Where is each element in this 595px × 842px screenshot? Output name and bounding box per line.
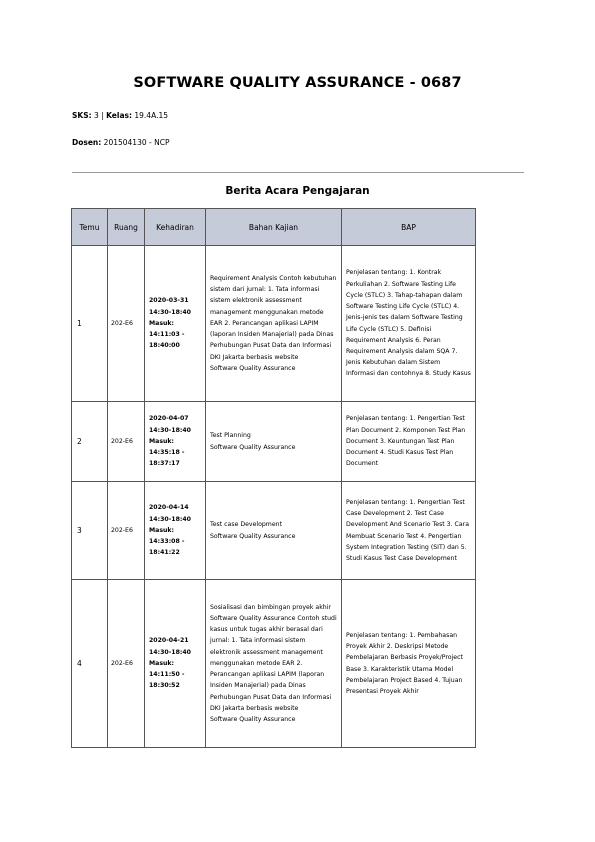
attendance-label: Masuk: [149,319,175,327]
course-name: Software Quality Assurance [210,364,296,372]
attendance-schedule: 14:30-18:40 [149,515,191,523]
ruang-cell: 202-E6 [108,246,145,402]
attendance-out: 18:40:00 [149,342,180,350]
kehadiran-cell [145,580,206,748]
attendance-date: 2020-04-07 [149,415,189,423]
separator: | [101,111,104,120]
dosen-label: Dosen: [72,138,102,147]
attendance-in: 14:35:18 - [149,449,185,457]
attendance-out: 18:30:52 [149,682,180,690]
attendance-label: Masuk: [149,526,175,534]
bahan-kajian-cell [206,246,342,402]
attendance-in: 14:11:50 - [149,671,185,679]
ruang-cell: 202-E6 [108,580,145,748]
kehadiran-cell [145,246,206,402]
attendance-in: 14:11:03 - [149,331,185,339]
attendance-date: 2020-04-14 [149,504,189,512]
course-name: Software Quality Assurance [210,715,296,723]
attendance-schedule: 14:30-18:40 [149,648,191,656]
attendance-out: 18:37:17 [149,460,180,468]
bap-cell: Penjelasan tentang: 1. Pengertian Test Plan Document 2. Komponen Test Plan Document 3. Keuntungan Test Plan Document 4. Studi Kasus Test Plan Document [342,402,476,482]
kelas-value: 19.4A.15 [134,111,169,120]
column-header-kehadiran: Kehadiran [145,209,206,246]
table-header-row [72,209,476,246]
attendance-label: Masuk: [149,659,175,667]
attendance-schedule: 14:30-18:40 [149,308,191,316]
course-name: Software Quality Assurance [210,532,296,540]
kehadiran-cell [145,402,206,482]
column-header-temu: Temu [72,209,108,246]
bahan-kajian-cell [206,402,342,482]
column-header-bap: BAP [342,209,476,246]
temu-cell: 4 [72,580,108,748]
course-info-line [72,111,168,120]
column-header-bahan-kajian: Bahan Kajian [206,209,342,246]
divider [72,172,524,173]
table-row [72,580,476,748]
bap-cell: Penjelasan tentang: 1. Pengertian Test Case Development 2. Test Case Development And Scenario Test 3. Cara Membuat Scenario Test 4. Pengertian System Integration Testing (SIT) dan 5. Studi Kasus Test Case Development [342,482,476,580]
bahan-kajian-text: Requirement Analysis Contoh kebutuhan sistem dari jurnal: 1. Tata informasi sistem elektronik assessment management menggunakan metode EAR 2. Perancangan aplikasi LAPIM (laporan Insiden Manajerial) pada Dinas Perhubungan Pusat Data dan Informasi DKI Jakarta berbasis website [210,275,337,361]
bap-cell: Penjelasan tentang: 1. Pembahasan Proyek Akhir 2. Deskripsi Metode Pembelajaran Berbasis Proyek/Project Base 3. Karakteristik Utama Model Pembelajaran Project Based 4. Tujuan Presentasi Proyek Akhir [342,580,476,748]
temu-cell: 1 [72,246,108,402]
course-name: Software Quality Assurance [210,443,296,451]
attendance-label: Masuk: [149,437,175,445]
temu-cell: 3 [72,482,108,580]
section-title: Berita Acara Pengajaran [225,185,370,197]
temu-cell: 2 [72,402,108,482]
sks-label: SKS: [72,111,92,120]
ruang-cell: 202-E6 [108,482,145,580]
ruang-cell: 202-E6 [108,402,145,482]
table-row [72,246,476,402]
bahan-kajian-text: Test case Development [210,521,282,529]
table-row [72,402,476,482]
lecturer-line [72,138,169,147]
attendance-date: 2020-03-31 [149,297,189,305]
attendance-schedule: 14:30-18:40 [149,426,191,434]
bap-cell: Penjelasan tentang: 1. Kontrak Perkuliahan 2. Software Testing Life Cycle (STLC) 3. Tahap-tahapan dalam Software Testing Life Cycle (STLC) 4. Jenis-jenis tes dalam Software Testing Life Cycle (STLC) 5. Definisi Requirement Analysis 6. Peran Requirement Analysis dalam SQA 7. Jenis Kebutuhan dalam Sistem Informasi dan contohnya 8. Study Kasus [342,246,476,402]
attendance-in: 14:33:08 - [149,538,185,546]
bahan-kajian-cell [206,580,342,748]
bahan-kajian-text: Sosialisasi dan bimbingan proyek akhir Software Quality Assurance Contoh studi kasus untuk tugas akhir berasal dari jurnal: 1. Tata informasi sistem elektronik assessment management menggunakan metode EAR 2. Perancangan aplikasi LAPIM (laporan Insiden Manajerial) pada Dinas Perhubungan Pusat Data dan Informasi DKI Jakarta berbasis website [210,603,337,712]
kehadiran-cell [145,482,206,580]
teaching-record-table [71,208,476,748]
table-row [72,482,476,580]
dosen-value: 201504130 - NCP [103,138,170,147]
kelas-label: Kelas: [106,111,132,120]
page-title: SOFTWARE QUALITY ASSURANCE - 0687 [133,75,462,91]
sks-value: 3 [94,111,99,120]
bahan-kajian-text: Test Planning [210,432,251,440]
column-header-ruang: Ruang [108,209,145,246]
bahan-kajian-cell [206,482,342,580]
attendance-out: 18:41:22 [149,549,180,557]
attendance-date: 2020-04-21 [149,637,189,645]
